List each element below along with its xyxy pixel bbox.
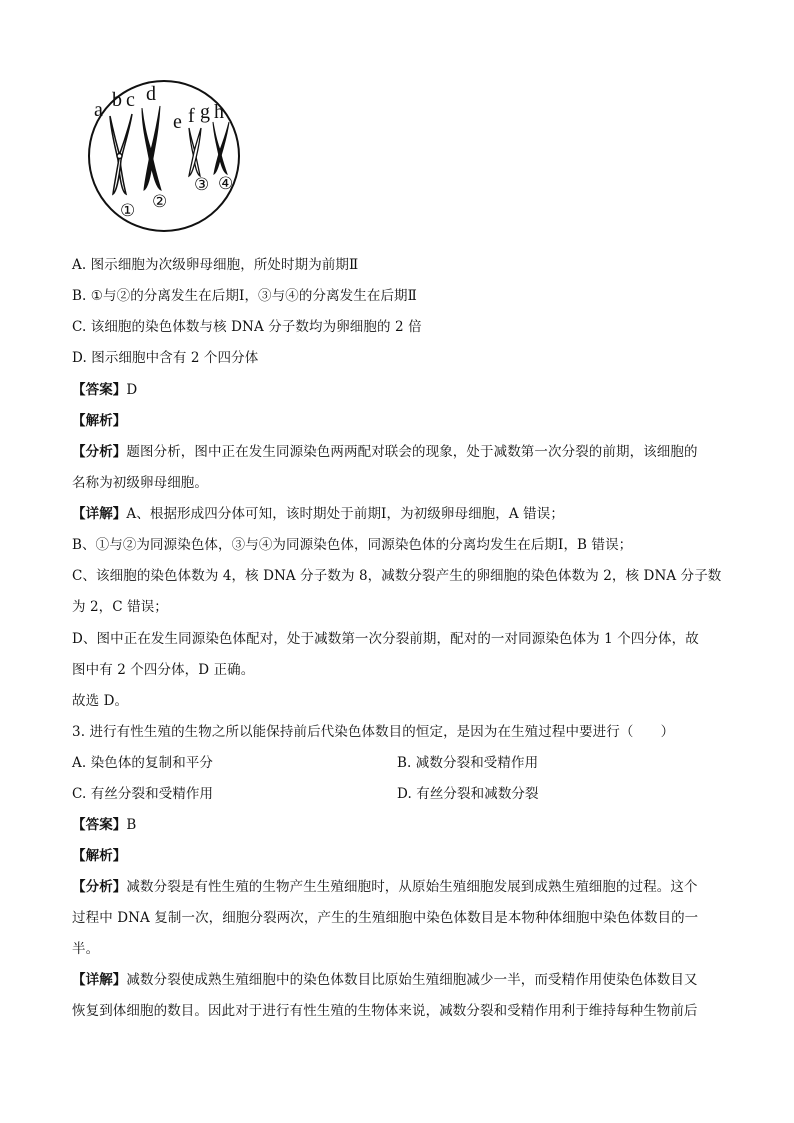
q3-option-c: C. 有丝分裂和受精作用 bbox=[72, 786, 214, 802]
q2-option-a: A. 图示细胞为次级卵母细胞，所处时期为前期Ⅱ bbox=[72, 257, 359, 273]
cell-diagram bbox=[76, 80, 252, 232]
label-a: a bbox=[94, 99, 103, 121]
analysis-tag: 【解析】 bbox=[72, 848, 127, 864]
fenxi-text: 题图分析，图中正在发生同源染色两两配对联会的现象，处于减数第一次分裂的前期，该细胞的 bbox=[126, 444, 698, 460]
q3-option-d: D. 有丝分裂和减数分裂 bbox=[397, 786, 539, 802]
fenxi-tag: 【分析】 bbox=[72, 444, 127, 460]
detail-text: 减数分裂使成熟生殖细胞中的染色体数目比原始生殖细胞减少一半，而受精作用使染色体数目又 bbox=[126, 972, 698, 988]
q2-analysis-tag bbox=[72, 411, 126, 431]
detail-text: A、根据形成四分体可知，该时期处于前期Ⅰ，为初级卵母细胞，A 错误； bbox=[126, 506, 564, 522]
xiangjie-tag: 【详解】 bbox=[72, 506, 127, 522]
q3-fenxi-line1 bbox=[72, 877, 698, 897]
q3-fenxi-line2: 过程中 DNA 复制一次，细胞分裂两次，产生的生殖细胞中染色体数目是本物种体细胞中染色体数目的一 bbox=[72, 910, 699, 926]
q3-option-b: B. 减数分裂和受精作用 bbox=[397, 755, 539, 771]
q3-option-a: A. 染色体的复制和平分 bbox=[72, 755, 214, 771]
q3-options-row1 bbox=[72, 753, 722, 773]
q2-option-c: C. 该细胞的染色体数与核 DNA 分子数均为卵细胞的 2 倍 bbox=[72, 319, 422, 335]
q2-detail-c2: 为 2，C 错误； bbox=[72, 599, 168, 615]
q2-detail-d1: D、图中正在发生同源染色体配对，处于减数第一次分裂前期，配对的一对同源染色体为 1 个四分体，故 bbox=[72, 631, 699, 647]
q3-detail-line2: 恢复到体细胞的数目。因此对于进行有性生殖的生物体来说，减数分裂和受精作用利于维持每种生物前后 bbox=[72, 1003, 698, 1019]
q3-stem: 3. 进行有性生殖的生物之所以能保持前后代染色体数目的恒定，是因为在生殖过程中要进行（ ） bbox=[72, 724, 675, 740]
q2-detail-b: B、①与②为同源染色体，③与④为同源染色体，同源染色体的分离均发生在后期Ⅰ，B 错误； bbox=[72, 537, 633, 553]
label-h: h bbox=[214, 101, 224, 123]
q2-detail-c1: C、该细胞的染色体数为 4，核 DNA 分子数为 8，减数分裂产生的卵细胞的染色体数为 2，核 DNA 分子数 bbox=[72, 568, 722, 584]
label-g: g bbox=[200, 101, 210, 123]
label-2: ② bbox=[152, 192, 168, 212]
analysis-tag: 【解析】 bbox=[72, 413, 127, 429]
label-b: b bbox=[112, 89, 122, 111]
q3-fenxi-line3: 半。 bbox=[72, 941, 100, 957]
xiangjie-tag: 【详解】 bbox=[72, 972, 127, 988]
answer-tag: 【答案】 bbox=[72, 382, 127, 398]
q2-option-b: B. ①与②的分离发生在后期Ⅰ，③与④的分离发生在后期Ⅱ bbox=[72, 288, 417, 304]
label-f: f bbox=[188, 105, 195, 127]
label-e: e bbox=[173, 111, 182, 133]
q2-detail-a bbox=[72, 504, 564, 524]
answer-tag: 【答案】 bbox=[72, 817, 127, 833]
q2-option-d: D. 图示细胞中含有 2 个四分体 bbox=[72, 350, 259, 366]
chromosome-3 bbox=[189, 128, 201, 176]
q2-detail-d2: 图中有 2 个四分体，D 正确。 bbox=[72, 662, 255, 678]
fenxi-text: 减数分裂是有性生殖的生物产生生殖细胞时，从原始生殖细胞发展到成熟生殖细胞的过程。这个 bbox=[126, 879, 698, 895]
q2-answer bbox=[72, 380, 137, 400]
q3-options-row2 bbox=[72, 784, 722, 804]
label-1: ① bbox=[120, 201, 136, 221]
label-3: ③ bbox=[194, 175, 210, 195]
fenxi-tag: 【分析】 bbox=[72, 879, 127, 895]
q3-answer bbox=[72, 815, 136, 835]
label-d: d bbox=[146, 83, 156, 105]
label-c: c bbox=[126, 89, 135, 111]
answer-value: D bbox=[126, 382, 138, 398]
answer-value: B bbox=[126, 817, 137, 833]
q3-analysis-tag bbox=[72, 846, 126, 866]
q2-fenxi-line1 bbox=[72, 442, 698, 462]
chromosome-2 bbox=[142, 106, 161, 190]
q2-conclusion: 故选 D。 bbox=[72, 693, 129, 709]
chromosome-1 bbox=[110, 114, 132, 194]
q3-detail-line1 bbox=[72, 970, 698, 990]
label-4: ④ bbox=[218, 174, 234, 194]
q2-fenxi-line2: 名称为初级卵母细胞。 bbox=[72, 475, 208, 491]
chromosome-4 bbox=[213, 122, 229, 174]
